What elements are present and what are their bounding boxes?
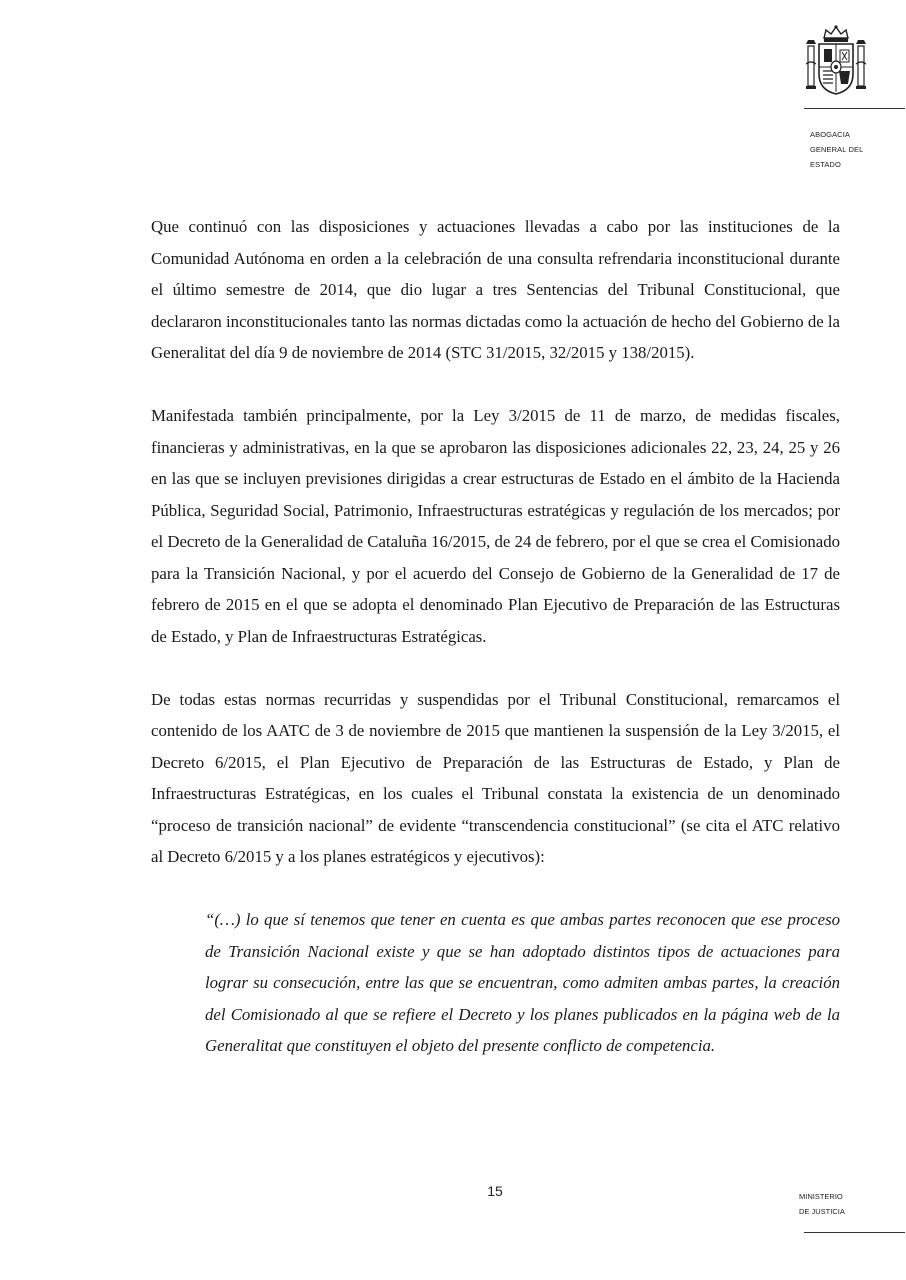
ministry-name <box>799 1189 845 1219</box>
document-body <box>151 211 840 1062</box>
paragraph: Manifestada también principalmente, por la Ley 3/2015 de 11 de marzo, de medidas fiscales, financieras y administrativas, en la que se aprobaron las disposiciones adicionales 22, 23, 24, 25 y 26 en las que se incluyen previsiones dirigidas a crear estructuras de Estado en el ámbito de la Hacienda Pública, Seguridad Social, Patrimonio, Infraestructuras estratégicas y regulación de los mercados; por el Decreto de la Generalidad de Cataluña 16/2015, de 24 de febrero, por el que se crea el Comisionado para la Transición Nacional, y por el acuerdo del Consejo de Gobierno de la Generalidad de 17 de febrero de 2015 en el que se adopta el denominado Plan Ejecutivo de Preparación de las Estructuras de Estado, y Plan de Infraestructuras Estratégicas. <box>151 406 840 646</box>
ministry-line: DE JUSTICIA <box>799 1207 845 1216</box>
agency-line: ABOGACIA <box>810 130 850 139</box>
header-rule <box>804 108 905 109</box>
ministry-line: MINISTERIO <box>799 1192 843 1201</box>
agency-name <box>810 127 863 172</box>
paragraph: Que continuó con las disposiciones y actuaciones llevadas a cabo por las instituciones de la Comunidad Autónoma en orden a la celebración de una consulta refrendaria inconstitucional durante el último semestre de 2014, que dio lugar a tres Sentencias del Tribunal Constitucional, que declararon inconstitucionales tanto las normas dictadas como la actuación de hecho del Gobierno de la Generalitat del día 9 de noviembre de 2014 (STC 31/2015, 32/2015 y 138/2015). <box>151 217 840 362</box>
agency-line: ESTADO <box>810 160 841 169</box>
page-number: 15 <box>487 1183 503 1199</box>
paragraph: De todas estas normas recurridas y suspendidas por el Tribunal Constitucional, remarcamos el contenido de los AATC de 3 de noviembre de 2015 que mantienen la suspensión de la Ley 3/2015, el Decreto 6/2015, el Plan Ejecutivo de Preparación de las Estructuras de Estado, y Plan de Infraestructuras Estratégicas, en los cuales el Tribunal constata la existencia de un denominado “proceso de transición nacional” de evidente “transcendencia constitucional” (se cita el ATC relativo al Decreto 6/2015 y a los planes estratégicos y ejecutivos): <box>151 689 840 866</box>
footer-rule <box>804 1232 905 1233</box>
block-quote: “(…) lo que sí tenemos que tener en cuenta es que ambas partes reconocen que ese proceso de Transición Nacional existe y que se han adoptado distintos tipos de actuaciones para lograr su consecución, entre las que se encuentran, como admiten ambas partes, la creación del Comisionado al que se refiere el Decreto y los planes publicados en la página web de la Generalitat que constituyen el objeto del presente conflicto de competencia. <box>205 910 840 1055</box>
agency-line: GENERAL DEL <box>810 145 864 154</box>
coat-of-arms-icon <box>802 24 870 96</box>
